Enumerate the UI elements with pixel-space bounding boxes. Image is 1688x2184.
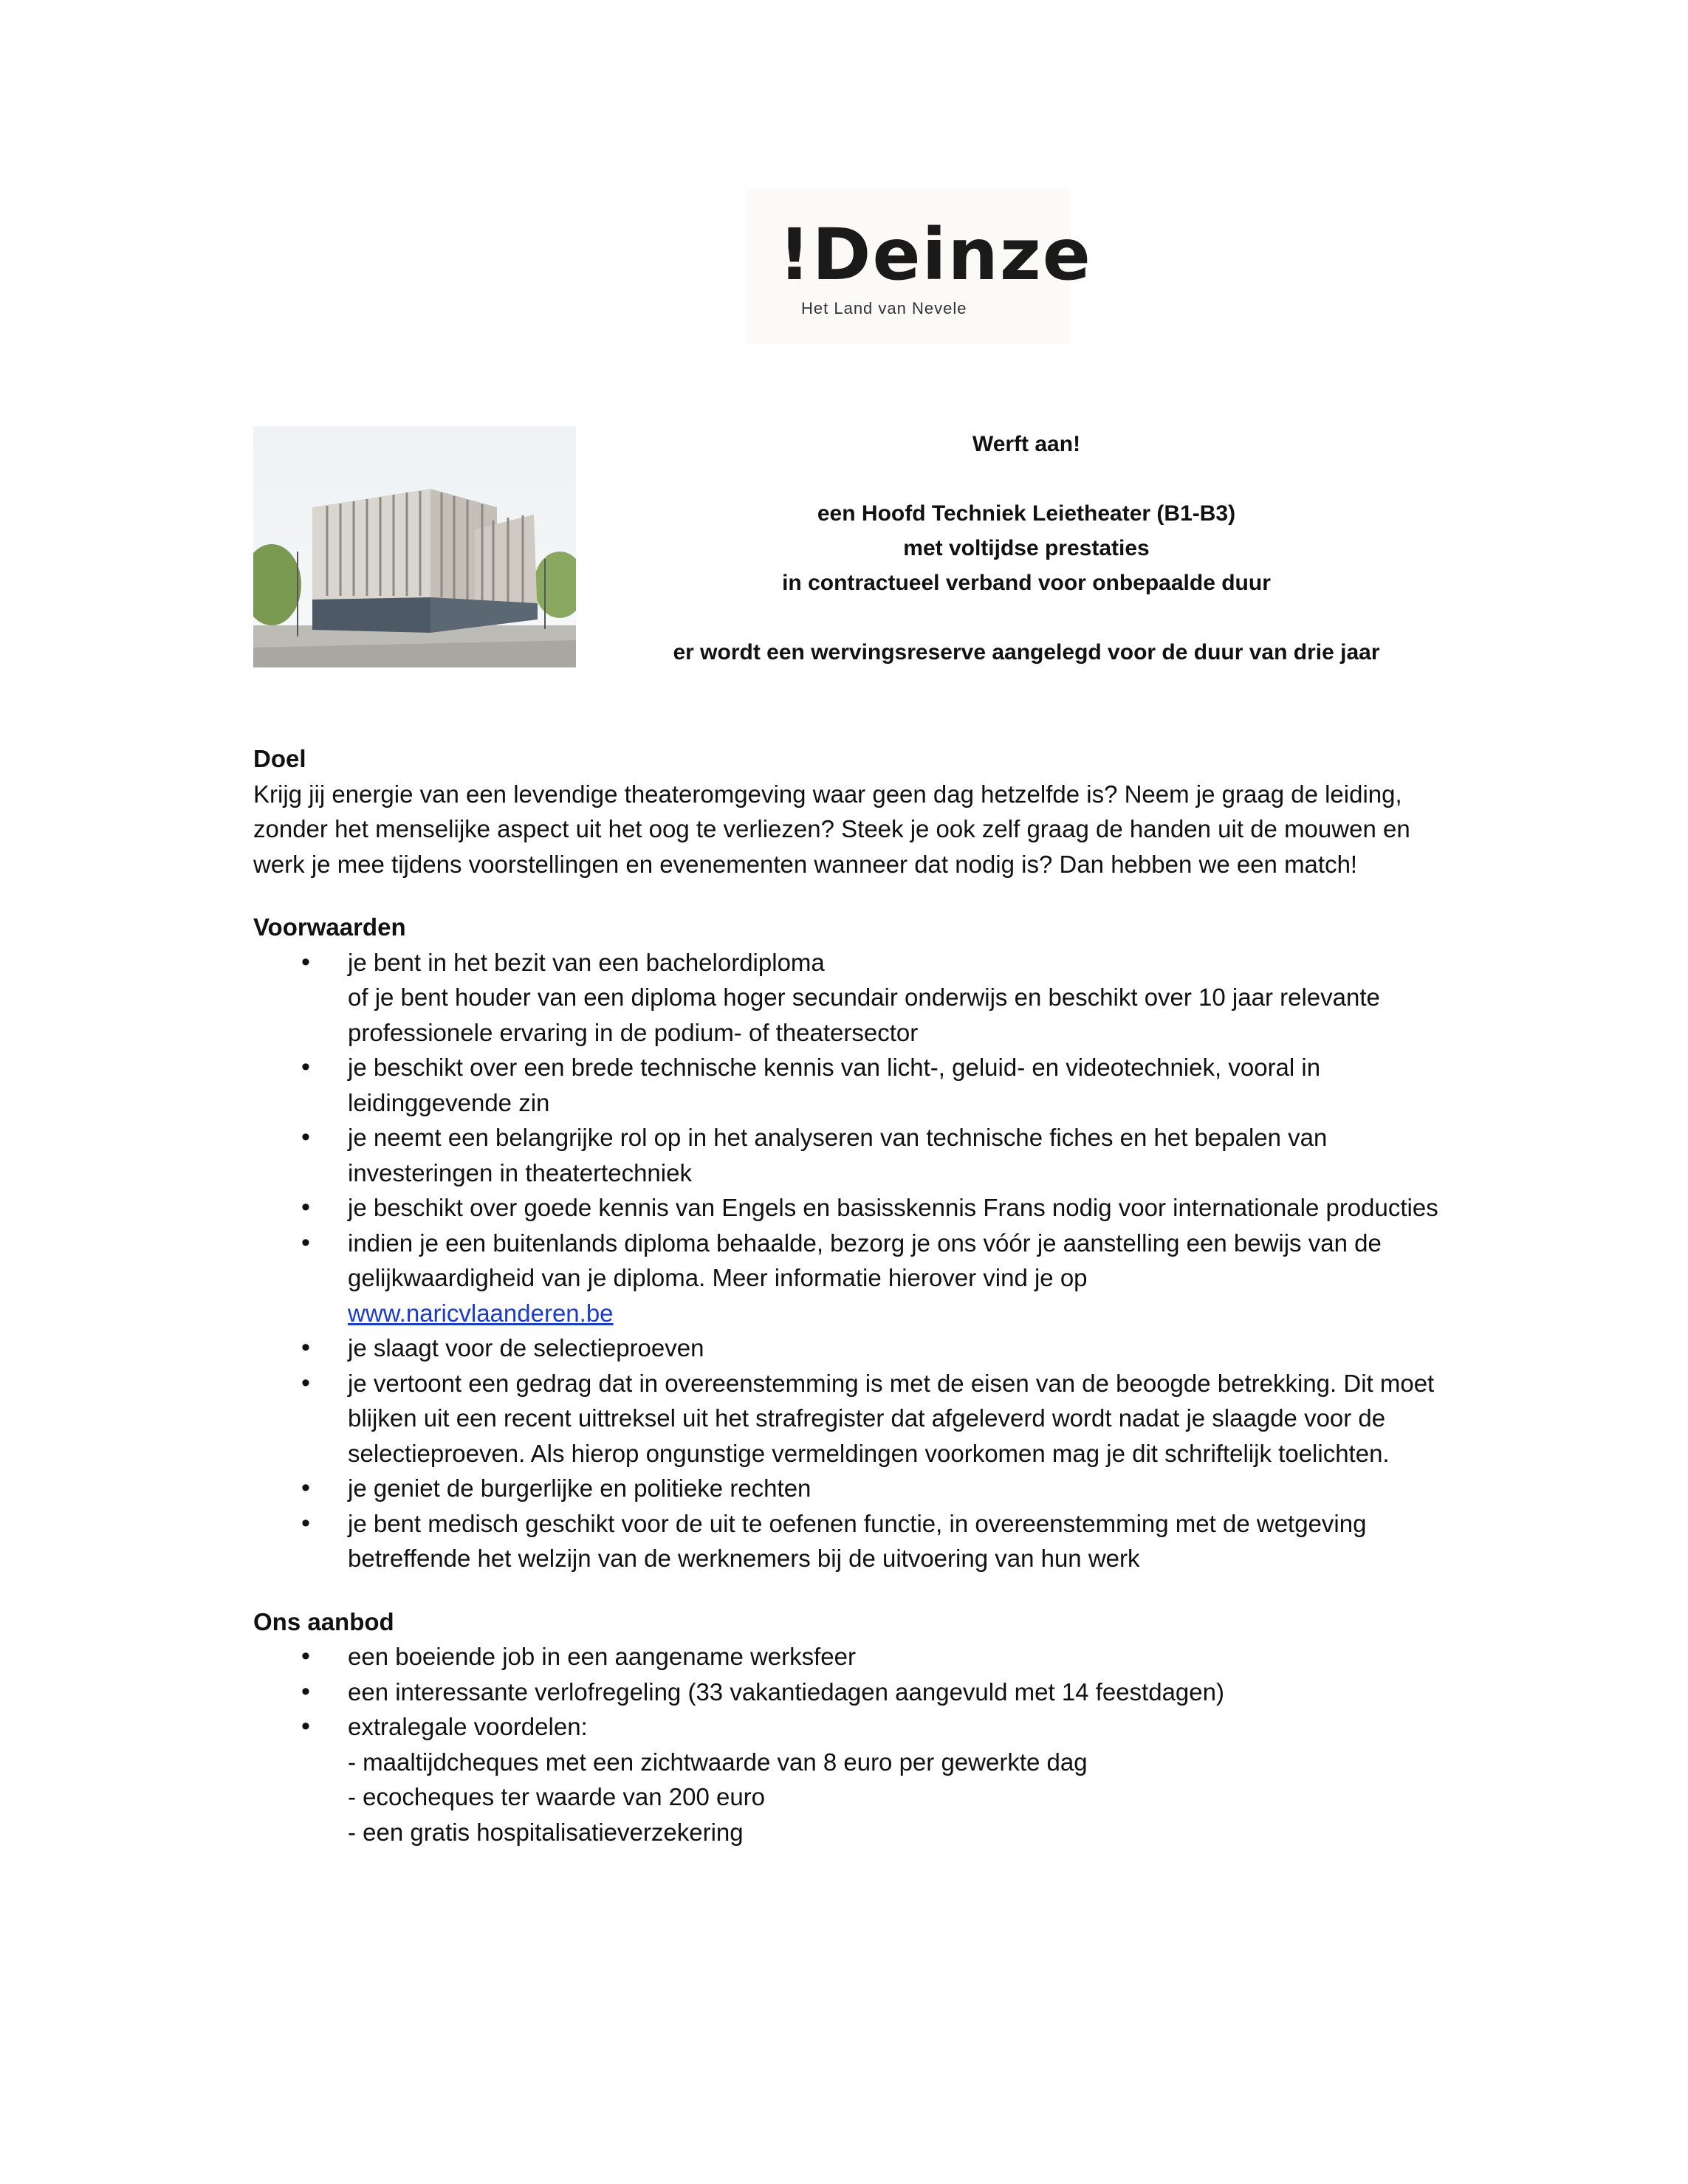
- list-item: • je bent medisch geschikt voor de uit te oefenen functie, in overeenstemming met de wetgeving betreffende het welzijn van de werknemers bij de uitvoering van hun werk: [253, 1506, 1449, 1576]
- voorwaarden-heading: Voorwaarden: [253, 913, 406, 941]
- list-item: • je bent in het bezit van een bachelordiploma of je bent houder van een diploma hoger secundair onderwijs en beschikt over 10 jaar relevante professionele ervaring in de podium- of theatersector: [253, 945, 1449, 1051]
- aanbod-list: [253, 1639, 1449, 1850]
- deinze-logo: [746, 188, 1092, 343]
- doel-text: Krijg jij energie van een levendige theateromgeving waar geen dag hetzelfde is? Neem je graag de leiding, zonder het menselijke aspect uit het oog te verliezen? Steek je ook zelf graag de handen uit de mouwen en werk je mee tijdens voorstellingen en evenementen wanneer dat nodig is? Dan hebben we een match!: [253, 780, 1410, 878]
- header-title: Werft aan!: [972, 432, 1081, 456]
- reserve-line: er wordt een wervingsreserve aangelegd voor de duur van drie jaar: [673, 640, 1380, 665]
- job-header: [620, 427, 1433, 670]
- list-item: • een interessante verlofregeling (33 vakantiedagen aangevuld met 14 feestdagen): [253, 1675, 1449, 1710]
- list-item: • je neemt een belangrijke rol op in het analyseren van technische fiches en het bepalen van investeringen in theatertechniek: [253, 1120, 1449, 1190]
- list-item: • je slaagt voor de selectieproeven: [253, 1330, 1449, 1366]
- job-description: [253, 741, 1449, 1850]
- list-item: • een boeiende job in een aangename werksfeer: [253, 1639, 1449, 1675]
- naric-link[interactable]: www.naricvlaanderen.be: [348, 1299, 614, 1327]
- list-item: • je beschikt over een brede technische kennis van licht-, geluid- en videotechniek, vooral in leidinggevende zin: [253, 1050, 1449, 1120]
- list-item: • je beschikt over goede kennis van Engels en basisskennis Frans nodig voor internationale producties: [253, 1190, 1449, 1226]
- list-item: • je geniet de burgerlijke en politieke rechten: [253, 1471, 1449, 1506]
- voorwaarden-list: [253, 945, 1449, 1576]
- job-hours-line: met voltijdse prestaties: [903, 536, 1150, 560]
- list-item: • indien je een buitenlands diploma behaalde, bezorg je ons vóór je aanstelling een bewijs van de gelijkwaardigheid van je diploma. Meer informatie hierover vind je op www.naricvlaanderen.be: [253, 1226, 1449, 1331]
- theater-building-photo: [253, 426, 576, 667]
- list-item: • extralegale voordelen: - maaltijdcheques met een zichtwaarde van 8 euro per gewerkte dag - ecocheques ter waarde van 200 euro - een gratis hospitalisatieverzekering: [253, 1709, 1449, 1850]
- logo-wordmark: !Deinze: [778, 213, 1092, 296]
- list-item: • je vertoont een gedrag dat in overeenstemming is met de eisen van de beoogde betrekking. Dit moet blijken uit een recent uittreksel uit het strafregister dat afgeleverd wordt nadat je slaagde voor de selectieproeven. Als hierop ongunstige vermeldingen voorkomen mag je dit schriftelijk toelichten.: [253, 1366, 1449, 1472]
- job-title-line: een Hoofd Techniek Leietheater (B1-B3): [817, 501, 1236, 526]
- doel-heading: Doel: [253, 745, 306, 772]
- job-contract-line: in contractueel verband voor onbepaalde duur: [782, 571, 1271, 595]
- logo-tagline: Het Land van Nevele: [801, 299, 967, 317]
- aanbod-heading: Ons aanbod: [253, 1607, 394, 1635]
